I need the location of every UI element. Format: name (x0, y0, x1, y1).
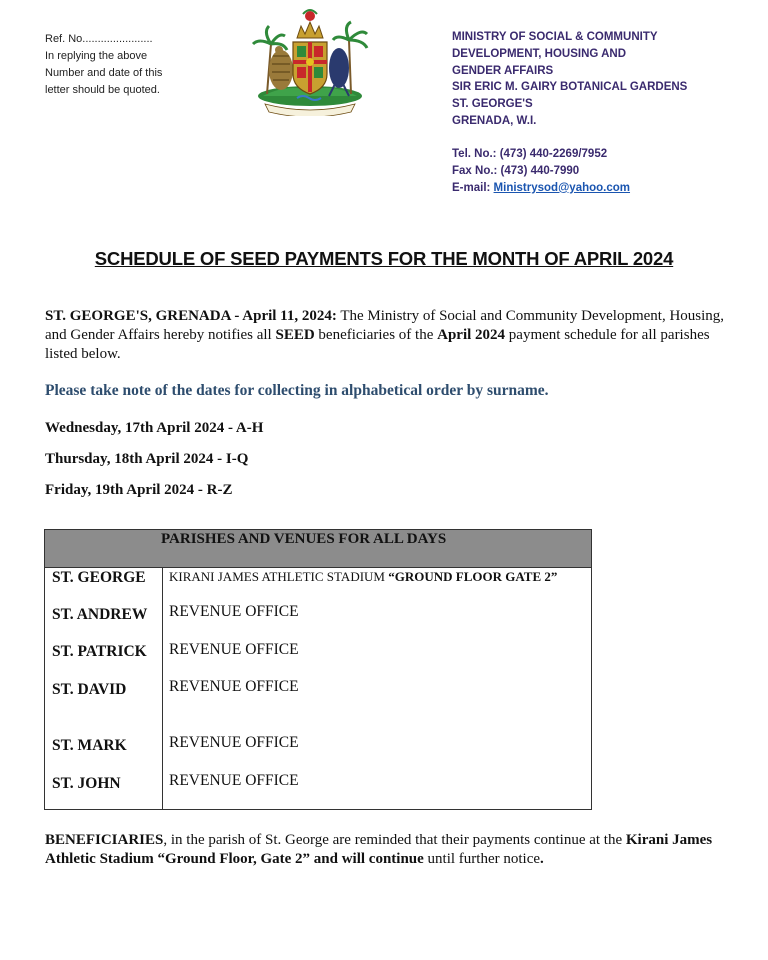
ministry-line: GRENADA, W.I. (452, 114, 537, 127)
parish-cell: ST. GEORGE (52, 569, 146, 586)
parish-cell: ST. PATRICK (52, 643, 147, 660)
ref-line: letter should be quoted. (45, 84, 160, 96)
parish-cell: ST. MARK (52, 737, 127, 754)
ministry-address (452, 29, 687, 130)
contact-info (452, 146, 630, 196)
dateline: ST. GEORGE'S, GRENADA - April 11, 2024: (45, 308, 337, 324)
intro-paragraph: ST. GEORGE'S, GRENADA - April 11, 2024: The Ministry of Social and Community Development, Housing, and Gender Affairs hereby notifies all SEED beneficiaries of the April 2024 payment schedule for all parishes listed below. (45, 308, 725, 362)
email-row (452, 180, 630, 197)
ref-line: Ref. No....................... (45, 33, 153, 45)
fax: Fax No.: (473) 440-7990 (452, 164, 580, 177)
parish-cell: ST. ANDREW (52, 606, 148, 623)
collection-note: Please take note of the dates for collecting in alphabetical order by surname. (45, 382, 549, 399)
reference-note (45, 31, 162, 99)
table-header-label: PARISHES AND VENUES FOR ALL DAYS (161, 531, 447, 547)
parish-cell: ST. DAVID (52, 681, 127, 698)
venue-cell: REVENUE OFFICE (169, 734, 299, 751)
ministry-line: SIR ERIC M. GAIRY BOTANICAL GARDENS (452, 81, 688, 94)
telephone: Tel. No.: (473) 440-2269/7952 (452, 148, 608, 160)
parish-cell: ST. JOHN (52, 775, 121, 792)
venue-cell: KIRANI JAMES ATHLETIC STADIUM “GROUND FLOOR GATE 2” (169, 569, 558, 584)
venue-cell: REVENUE OFFICE (169, 603, 299, 620)
beneficiaries-note: BENEFICIARIES, in the parish of St. George are reminded that their payments continue at the Kirani James Athletic Stadium “Ground Floor, Gate 2” and will continue until further notice. (45, 832, 713, 867)
email-label: E-mail: (452, 181, 494, 194)
ministry-line: DEVELOPMENT, HOUSING AND (452, 47, 627, 60)
venues-table (44, 529, 592, 810)
schedule-day: Thursday, 18th April 2024 - I-Q (45, 451, 249, 467)
schedule-day: Friday, 19th April 2024 - R-Z (45, 482, 233, 498)
column-divider (162, 567, 163, 810)
ministry-line: ST. GEORGE'S (452, 98, 533, 111)
venue-cell: REVENUE OFFICE (169, 772, 299, 789)
email-link[interactable]: Ministrysod@yahoo.com (493, 181, 631, 194)
page-title: SCHEDULE OF SEED PAYMENTS FOR THE MONTH OF APRIL 2024 (94, 248, 674, 269)
venue-cell: REVENUE OFFICE (169, 641, 299, 658)
ministry-line: MINISTRY OF SOCIAL & COMMUNITY (452, 31, 658, 43)
venue-cell: REVENUE OFFICE (169, 678, 299, 695)
schedule-day: Wednesday, 17th April 2024 - A-H (45, 420, 264, 436)
ministry-line: GENDER AFFAIRS (452, 64, 554, 77)
ref-line: In replying the above (45, 50, 148, 62)
ref-line: Number and date of this (45, 67, 163, 79)
grenada-coat-of-arms-icon (245, 4, 375, 116)
table-header (45, 530, 591, 568)
